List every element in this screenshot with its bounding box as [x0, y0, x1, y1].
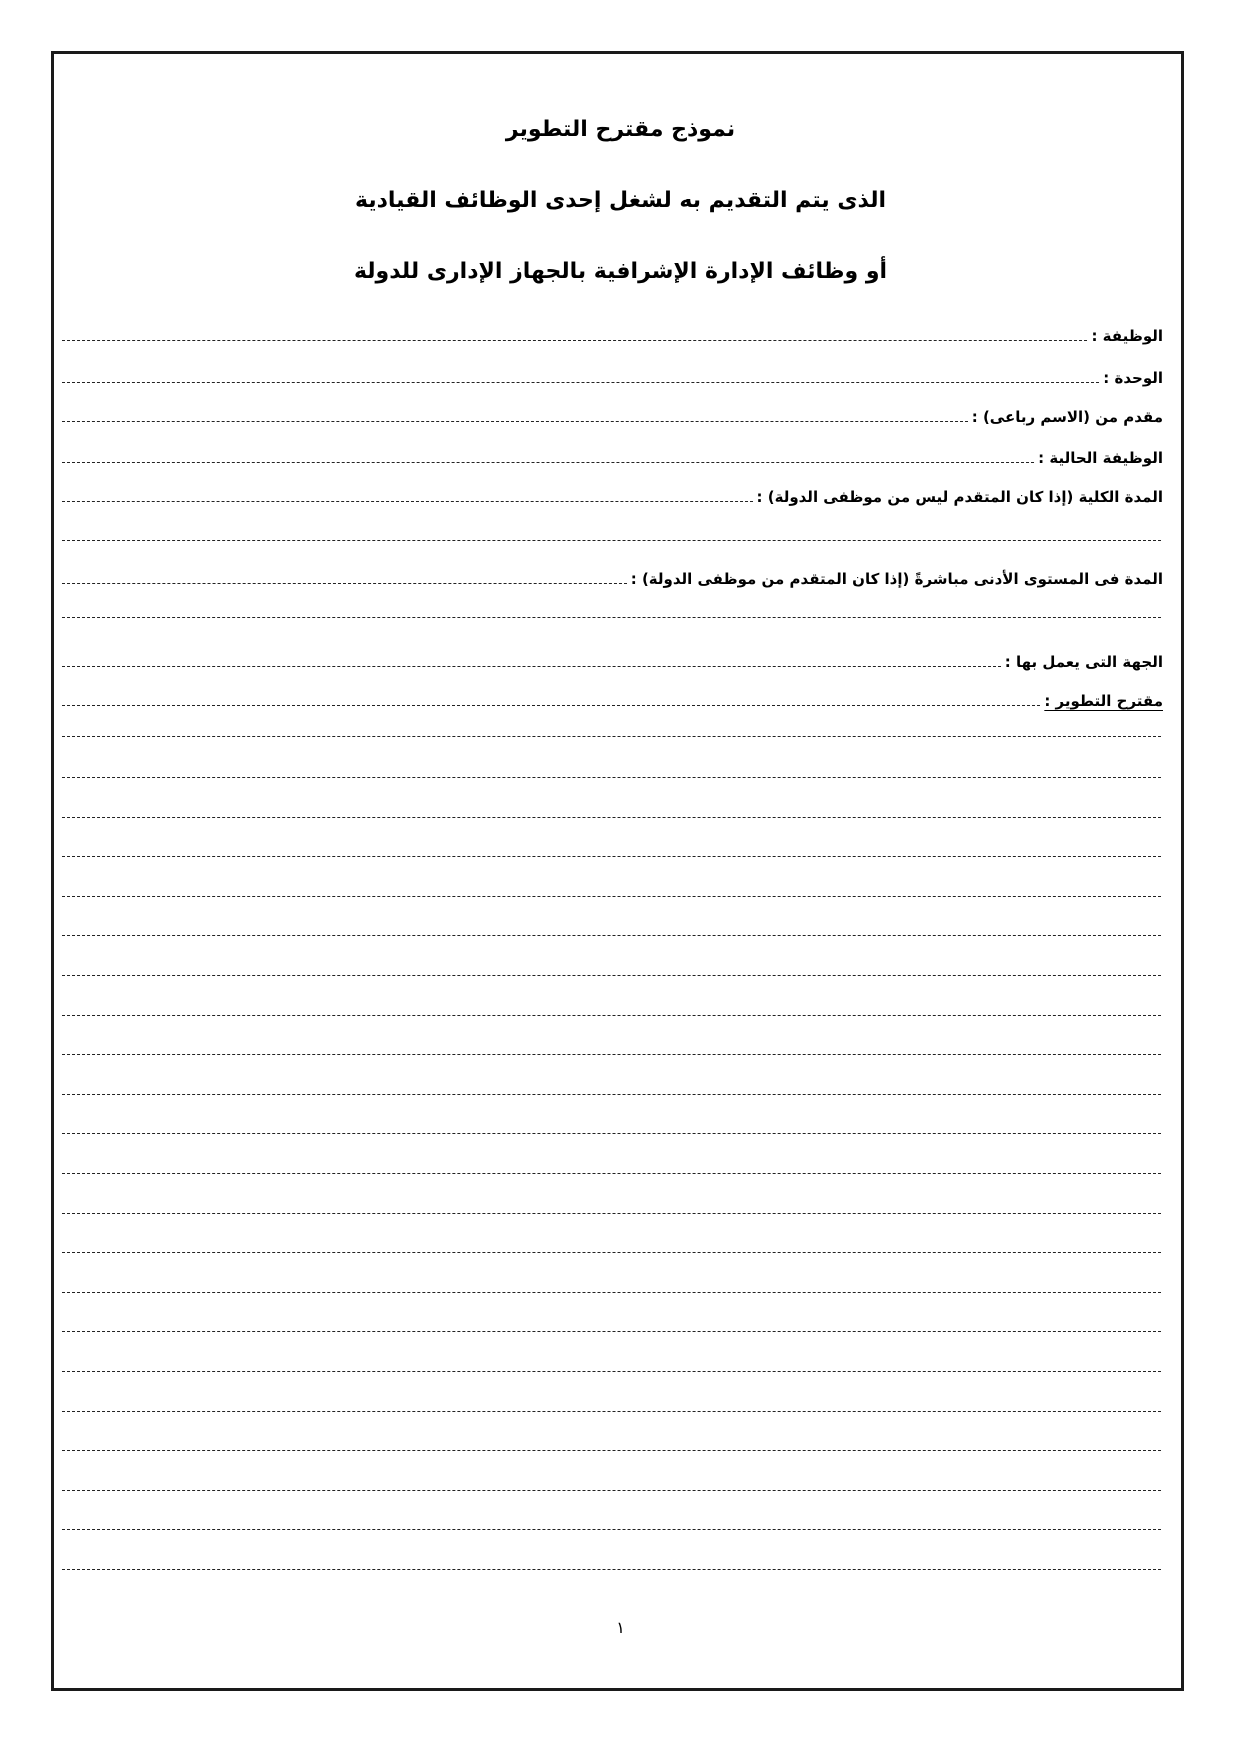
current-job-line[interactable] — [62, 461, 1034, 463]
total-period-line[interactable] — [62, 500, 753, 502]
writing-line[interactable] — [62, 1371, 1161, 1372]
employer-label: الجهة التى يعمل بها : — [1004, 653, 1163, 671]
job-line[interactable] — [62, 339, 1087, 341]
writing-line[interactable] — [62, 1331, 1161, 1332]
writing-line[interactable] — [62, 1213, 1161, 1214]
writing-line[interactable] — [62, 1490, 1161, 1491]
total-period-field[interactable] — [62, 483, 1163, 507]
employer-field[interactable] — [62, 648, 1163, 672]
writing-line[interactable] — [62, 1450, 1161, 1451]
proposal-label: مقترح التطوير : — [1044, 692, 1163, 710]
writing-line[interactable] — [62, 736, 1161, 737]
proposal-first-line[interactable] — [62, 704, 1040, 706]
writing-line[interactable] — [62, 1292, 1161, 1293]
writing-line[interactable] — [62, 817, 1161, 818]
writing-line[interactable] — [62, 1015, 1161, 1016]
writing-line[interactable] — [62, 777, 1161, 778]
lower-level-period-continuation-line[interactable] — [62, 617, 1161, 618]
unit-line[interactable] — [62, 381, 1099, 383]
total-period-continuation-line[interactable] — [62, 540, 1161, 541]
writing-line[interactable] — [62, 1252, 1161, 1253]
current-job-label: الوظيفة الحالية : — [1038, 449, 1163, 467]
unit-label: الوحدة : — [1103, 369, 1163, 387]
writing-line[interactable] — [62, 1054, 1161, 1055]
page-number: ١ — [616, 1618, 625, 1637]
writing-line[interactable] — [62, 1529, 1161, 1530]
applicant-line[interactable] — [62, 420, 968, 422]
writing-line[interactable] — [62, 1569, 1161, 1570]
job-field[interactable] — [62, 322, 1163, 346]
form-title: نموذج مقترح التطوير — [505, 117, 736, 142]
total-period-label: المدة الكلية (إذا كان المتقدم ليس من موظفى الدولة) : — [756, 488, 1163, 506]
employer-line[interactable] — [62, 665, 1001, 667]
writing-line[interactable] — [62, 935, 1161, 936]
job-label: الوظيفة : — [1091, 327, 1163, 345]
writing-line[interactable] — [62, 856, 1161, 857]
lower-level-period-field[interactable] — [62, 565, 1163, 589]
page-border — [51, 51, 1184, 1691]
lower-level-period-line[interactable] — [62, 582, 627, 584]
writing-line[interactable] — [62, 1411, 1161, 1412]
applicant-field[interactable] — [62, 403, 1163, 427]
form-subtitle-2: أو وظائف الإدارة الإشرافية بالجهاز الإدارى للدولة — [353, 259, 888, 284]
writing-line[interactable] — [62, 975, 1161, 976]
writing-line[interactable] — [62, 1133, 1161, 1134]
form-subtitle-1: الذى يتم التقديم به لشغل إحدى الوظائف القيادية — [355, 188, 886, 213]
applicant-label: مقدم من (الاسم رباعى) : — [971, 408, 1163, 426]
current-job-field[interactable] — [62, 444, 1163, 468]
writing-line[interactable] — [62, 1173, 1161, 1174]
lower-level-period-label: المدة فى المستوى الأدنى مباشرةً (إذا كان المتقدم من موظفى الدولة) : — [630, 570, 1163, 588]
writing-line[interactable] — [62, 1094, 1161, 1095]
proposal-field[interactable] — [62, 687, 1163, 711]
writing-line[interactable] — [62, 896, 1161, 897]
unit-field[interactable] — [62, 364, 1163, 388]
